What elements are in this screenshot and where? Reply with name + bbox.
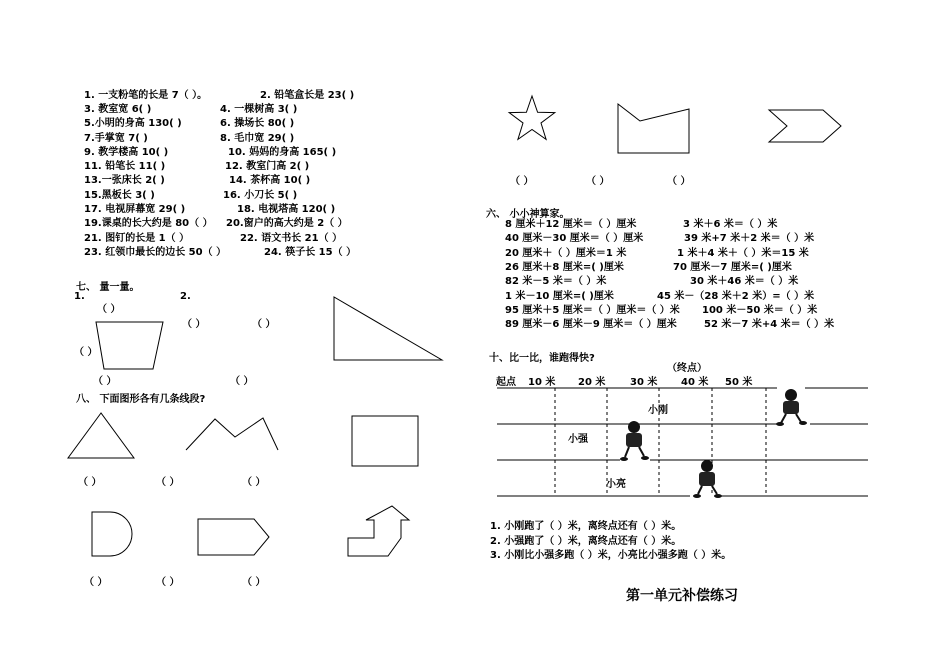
calc-row-8-left: 89 厘米－6 厘米－9 厘米＝（ ）厘米 [505, 319, 677, 330]
distance-mark-50: 50 米 [725, 377, 753, 388]
race-question-1: 1. 小刚跑了（ ）米，离终点还有（ ）米。 [490, 521, 682, 532]
calc-row-4-left: 26 厘米＋8 厘米=( )厘米 [505, 262, 624, 273]
measure-item-24: 24. 筷子长 15（ ） [264, 247, 357, 258]
distance-mark-10: 10 米 [528, 377, 556, 388]
d-shape [92, 512, 132, 556]
calc-row-7-right: 100 米－50 米＝（ ）米 [702, 305, 818, 316]
measure-item-21: 21. 图钉的长是 1（ ） [84, 233, 190, 244]
q7-label-1: 1. [74, 291, 85, 302]
measure-item-1: 1. 一支粉笔的长是 7（ ）。 [84, 90, 208, 101]
distance-mark-40: 40 米 [681, 377, 709, 388]
measure-item-2: 2. 铅笔盒长是 23( ) [260, 90, 355, 101]
measure-item-18: 18. 电视塔高 120( ) [237, 204, 336, 215]
q8-blank-4: （ ） [84, 577, 108, 588]
triangle-shape [68, 413, 134, 458]
calc-row-1-left: 8 厘米＋12 厘米＝（ ）厘米 [505, 219, 637, 230]
measure-item-19: 19.课桌的长大约是 80（ ） [84, 218, 213, 229]
measure-item-3: 3. 教室宽 6( ) [84, 104, 152, 115]
right-triangle-shape [334, 297, 442, 360]
measure-item-23: 23. 红领巾最长的边长 50（ ） [84, 247, 227, 258]
calc-row-7-left: 95 厘米＋5 厘米＝（ ）厘米＝（ ）米 [505, 305, 680, 316]
measure-item-11: 11. 铅笔长 11( ) [84, 161, 166, 172]
pentagon-shape [618, 104, 689, 153]
distance-mark-30: 30 米 [630, 377, 658, 388]
shape-blank-1: （ ） [510, 176, 534, 187]
section-10-title: 十、比一比，谁跑得快? [489, 353, 595, 364]
measure-item-5: 5.小明的身高 130( ) [84, 118, 182, 129]
zigzag-line-shape [186, 418, 278, 450]
calc-row-5-left: 82 米－5 米＝（ ）米 [505, 276, 607, 287]
calc-row-3-left: 20 厘米＋（ ）厘米＝1 米 [505, 248, 627, 259]
bent-arrow-shape [348, 506, 409, 556]
section-6-title: 六、 小小神算家。 [486, 209, 570, 220]
measure-item-12: 12. 教室门高 2( ) [225, 161, 310, 172]
runner-xiaogang-figure [776, 389, 807, 426]
q7-blank-bottom2: （ ） [230, 376, 254, 387]
q7-blank-left: （ ） [74, 347, 98, 358]
calc-row-6-left: 1 米－10 厘米=( )厘米 [505, 291, 614, 302]
measure-item-15: 15.黑板长 3( ) [84, 190, 155, 201]
shape-blank-2: （ ） [586, 176, 610, 187]
measure-item-7: 7.手掌宽 7( ) [84, 133, 148, 144]
q8-blank-5: （ ） [156, 577, 180, 588]
distance-mark-20: 20 米 [578, 377, 606, 388]
measure-item-8: 8. 毛巾宽 29( ) [220, 133, 295, 144]
square-shape [352, 416, 418, 466]
calc-row-3-right: 1 米＋4 米＋（ ）米＝15 米 [677, 248, 809, 259]
star-shape [509, 96, 555, 139]
race-question-3: 3. 小刚比小强多跑（ ）米，小亮比小强多跑（ ）米。 [490, 550, 732, 561]
measure-item-4: 4. 一棵树高 3( ) [220, 104, 298, 115]
chevron-arrow-shape [769, 110, 841, 142]
measure-item-14: 14. 茶杯高 10( ) [229, 175, 311, 186]
measure-item-16: 16. 小刀长 5( ) [223, 190, 298, 201]
measure-item-17: 17. 电视屏幕宽 29( ) [84, 204, 186, 215]
calc-row-8-right: 52 米－7 米+4 米＝（ ）米 [704, 319, 835, 330]
pentagon-arrow-shape [198, 519, 269, 555]
trapezoid-shape [96, 322, 163, 369]
calc-row-6-right: 45 米－（28 米＋2 米）=（ ）米 [657, 291, 815, 302]
calc-row-5-right: 30 米＋46 米＝（ ）米 [690, 276, 799, 287]
start-label: 起点 [496, 377, 516, 388]
runner-xiaoliang-figure [693, 460, 722, 498]
calc-row-2-left: 40 厘米－30 厘米＝（ ）厘米 [505, 233, 644, 244]
section-7-title: 七、 量一量。 [76, 282, 140, 293]
q7-blank-mid1: （ ） [182, 319, 206, 330]
measure-item-6: 6. 操场长 80( ) [220, 118, 295, 129]
finish-label: （终点） [667, 363, 707, 374]
calc-row-4-right: 70 厘米－7 厘米=( )厘米 [673, 262, 792, 273]
runner-label-xiaoliang: 小亮 [606, 479, 626, 490]
q7-blank-mid2: （ ） [252, 319, 276, 330]
q8-blank-2: （ ） [156, 477, 180, 488]
worksheet-footer-title: 第一单元补偿练习 [626, 588, 738, 604]
calc-row-1-right: 3 米＋6 米＝（ ）米 [683, 219, 778, 230]
runner-label-xiaoqiang: 小强 [568, 434, 588, 445]
measure-item-20: 20.窗户的高大约是 2（ ） [226, 218, 348, 229]
q8-blank-6: （ ） [242, 577, 266, 588]
q7-blank-bottom1: （ ） [93, 376, 117, 387]
section-8-title: 八、 下面图形各有几条线段? [76, 394, 206, 405]
measure-item-9: 9. 教学楼高 10( ) [84, 147, 169, 158]
measure-item-22: 22. 语文书长 21（ ） [240, 233, 343, 244]
q7-blank-top: （ ） [97, 304, 121, 315]
shape-blank-3: （ ） [667, 176, 691, 187]
calc-row-2-right: 39 米+7 米＋2 米＝（ ）米 [684, 233, 815, 244]
q8-blank-1: （ ） [78, 477, 102, 488]
q7-label-2: 2. [180, 291, 191, 302]
race-question-2: 2. 小强跑了（ ）米，离终点还有（ ）米。 [490, 536, 682, 547]
runner-xiaoqiang-figure [620, 421, 649, 461]
runner-label-xiaogang: 小刚 [648, 405, 668, 416]
measure-item-10: 10. 妈妈的身高 165( ) [228, 147, 337, 158]
measure-item-13: 13.一张床长 2( ) [84, 175, 165, 186]
q8-blank-3: （ ） [242, 477, 266, 488]
